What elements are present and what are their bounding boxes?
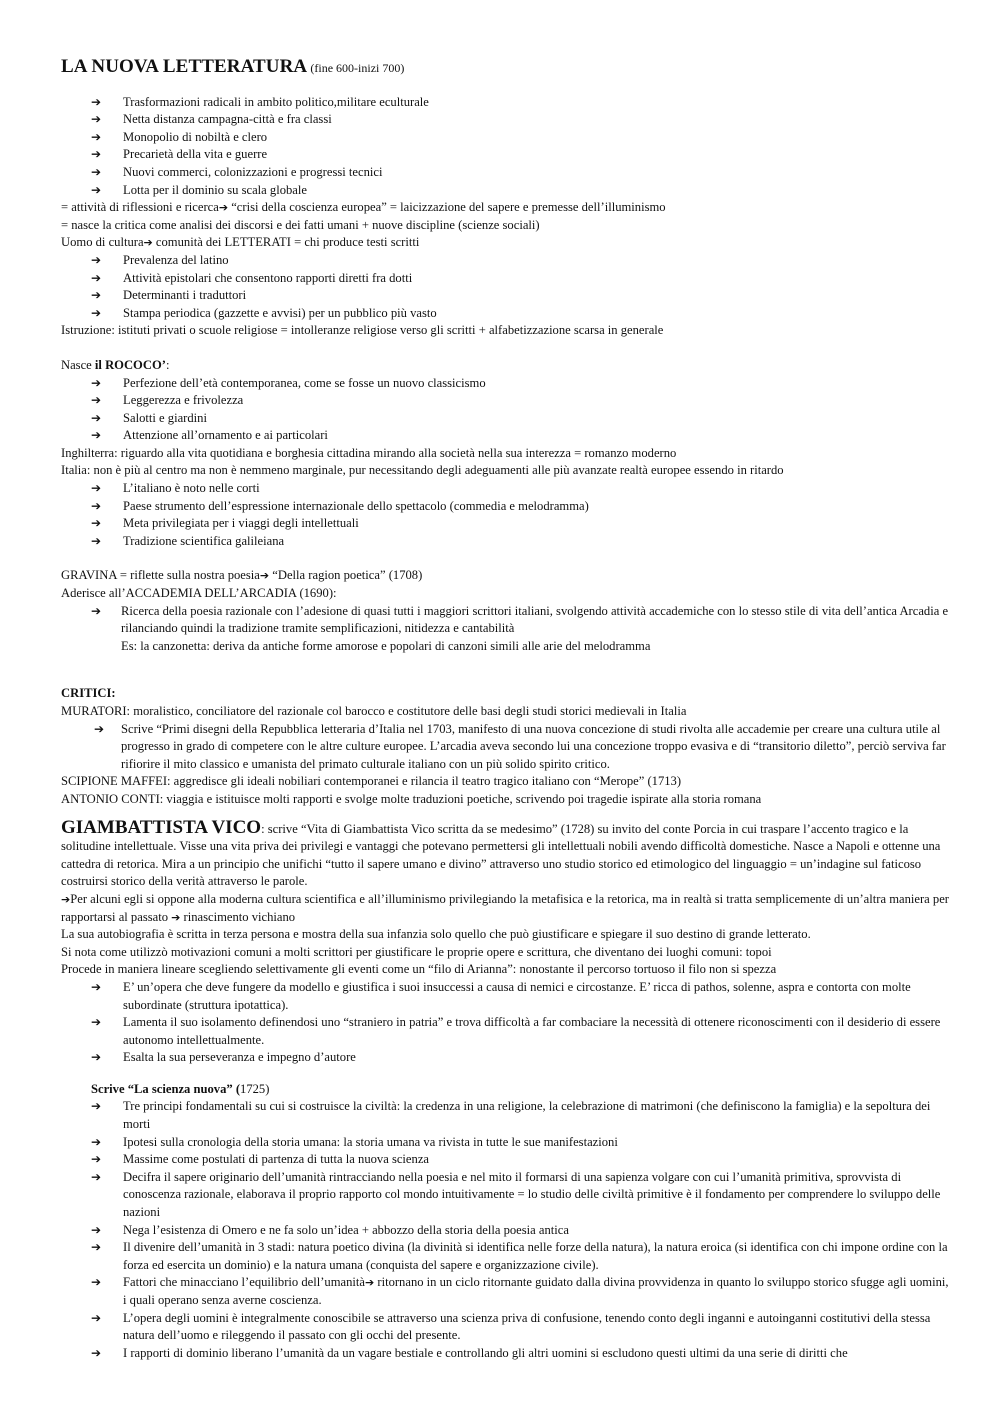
list-item: ➔ Lamenta il suo isolamento definendosi uno “straniero in patria” e trova difficoltà a far combaciare la necessità di ottenere riconoscimenti con il desiderio di essere autonomo intellettualmente. [91, 1015, 941, 1047]
document-page [61, 58, 951, 1362]
list-item: ➔ Scrive “Primi disegni della Repubblica letteraria d’Italia nel 1703, manifesto di una nuova concezione di studi rivolta alle accademie per creare una cultura utile al progresso in grado di competere con le altre culture europee. L’arcadia aveva secondo lui una concezione troppo evasiva e di “transitorio diletto”, perciò serviva far rifiorire il mito classico e umanista del primato culturale italiano con un più solido spirito critico. [94, 721, 946, 771]
list-item: ➔ Attività epistolari che consentono rapporti diretti fra dotti [61, 270, 951, 288]
arrow-icon: ➔ [94, 721, 105, 736]
arrow-icon: ➔ [91, 164, 102, 179]
list-item: ➔ Perfezione dell’età contemporanea, come se fosse un nuovo classicismo [61, 375, 951, 393]
text-line: Si nota come utilizzò motivazioni comuni a molti scrittori per giustificare le proprie opere e scrittura, che diventano dei luoghi comuni: topoi [61, 944, 772, 959]
conti-line: ANTONIO CONTI: viaggia e istituisce molti rapporti e svolge molte traduzioni poetiche, scrivendo poi tragedie ispirate alla storia romana [61, 791, 762, 806]
arrow-icon: ➔ [259, 569, 270, 583]
vico-name: GIAMBATTISTA VICO [61, 816, 262, 838]
arrow-icon: ➔ [91, 375, 102, 390]
list-item: ➔ Lotta per il dominio su scala globale [61, 182, 951, 200]
page-title: LA NUOVA LETTERATURA [61, 56, 308, 77]
list-item: ➔ L’opera degli uomini è integralmente conoscibile se attraverso una scienza priva di confusione, tenendo conto degli inganni e autoinganni costitutivi della stessa natura dell’uomo e rileggendo il passato con gli occhi del presente. [91, 1310, 931, 1343]
list-item: ➔ Ricerca della poesia razionale con l’adesione di quasi tutti i maggiori scrittori italiani, svolgendo attività accademiche con lo stesso stile di vita dell’antica Arcadia e rilanciando quindi la tradizione tramite semplificazioni, nitidezza e cantabilità [91, 603, 949, 636]
arrow-icon: ➔ [91, 516, 102, 531]
list-item: ➔ Tradizione scientifica galileiana [61, 533, 951, 551]
list-item: ➔ Precarietà della vita e guerre [61, 146, 951, 164]
arrow-icon: ➔ [91, 147, 102, 162]
rococo-list [61, 375, 951, 445]
list-item: ➔ Stampa periodica (gazzette e avvisi) per un pubblico più vasto [61, 305, 951, 323]
example-line: Es: la canzonetta: deriva da antiche forme amorose e popolari di canzoni simili alle arie del melodramma [121, 638, 651, 653]
vico-intro: GIAMBATTISTA VICO: scrive “Vita di Giambattista Vico scritta da se medesimo” (1728) su invito del conte Porcia in cui traspare l’accento tragico e la solitudine intellettuale. Visse una vita priva dei privilegi e vantaggi che potevano permettersi gli intellettuali nobili avendo difficoltà domestiche. Nasce a Napoli e ottenne una cattedra di retorica. Mira a un principio che unifichi “tutto il sapere umano e divino” attraverso uno studio storico ed etimologico del linguaggio = un’indagine sul faticoso costruirsi storico della verità attraverso le parole. [61, 816, 941, 889]
italia-list [61, 480, 951, 550]
list-item: ➔ Nega l’esistenza di Omero e ne fa solo un’idea + abbozzo della storia della poesia antica [61, 1222, 951, 1240]
arcadia-list [61, 603, 951, 638]
text-line: La sua autobiografia è scritta in terza persona e mostra della sua infanzia solo quello che può giustificare e spiegare il suo destino di grande letterato. [61, 927, 811, 942]
arrow-icon: ➔ [143, 236, 153, 250]
arrow-icon: ➔ [91, 428, 102, 443]
arrow-icon: ➔ [365, 1276, 375, 1290]
arrow-icon: ➔ [91, 252, 102, 267]
arrow-icon: ➔ [91, 1134, 102, 1149]
list-item: ➔ Nuovi commerci, colonizzazioni e progressi tecnici [61, 164, 951, 182]
list-item: ➔ Massime come postulati di partenza di tutta la nuova scienza [61, 1151, 951, 1169]
list-item: ➔ Trasformazioni radicali in ambito politico,militare eculturale [61, 94, 951, 112]
arrow-icon: ➔ [91, 410, 102, 425]
arrow-icon: ➔ [91, 1222, 102, 1237]
arrow-icon: ➔ [91, 1099, 102, 1114]
arrow-icon: ➔ [91, 129, 102, 144]
arrow-icon: ➔ [91, 1169, 102, 1184]
list-item: ➔ Il divenire dell’umanità in 3 stadi: natura poetico divina (la divinità si identifica nelle forze della natura), la natura eroica (si identifica con chi impone ordine con la forza ed esercita un dominio) e la natura umana (conquista del sapere e organizzazione civile). [91, 1240, 948, 1272]
scienza-list [61, 1098, 951, 1362]
arrow-icon: ➔ [91, 305, 102, 320]
vico-arrow-line: ➔Per alcuni egli si oppone alla moderna cultura scientifica e all’illuminismo privilegiando la metafisica e la retorica, ma in realtà si tratta semplicemente di un’altra maniera per rapportarsi al passato ➔ rinascimento vichiano [61, 891, 949, 924]
list-item: ➔ I rapporti di dominio liberano l’umanità da un vagare bestiale e controllando gli altri uomini si escludono questi ultimi da una serie di diritti che [61, 1345, 951, 1363]
arrow-icon: ➔ [91, 1152, 102, 1167]
page-subtitle: (fine 600-inizi 700) [310, 61, 405, 75]
critici-heading: CRITICI: [61, 686, 116, 701]
arcadia-line: Aderisce all’ACCADEMIA DELL’ARCADIA (1690): [61, 586, 337, 601]
rococo-heading: Nasce il ROCOCO’: [61, 357, 170, 372]
arrow-icon: ➔ [91, 288, 102, 303]
title-line [61, 58, 951, 78]
list-item: ➔ L’italiano è noto nelle corti [61, 480, 951, 498]
text-line: = nasce la critica come analisi dei discorsi e dei fatti umani + nuove discipline (scienze sociali) [61, 217, 540, 232]
maffei-line: SCIPIONE MAFFEI: aggredisce gli ideali nobiliari contemporanei e rilancia il teatro tragico italiano con “Merope” (1713) [61, 774, 682, 789]
list-item: ➔ Fattori che minacciano l’equilibrio dell’umanità➔ ritornano in un ciclo ritornante guidato dalla divina provvidenza in quanto lo sviluppo storico sfugge agli uomini, i quali operano senza averne coscienza. [91, 1275, 949, 1307]
list-item: ➔ Meta privilegiata per i viaggi degli intellettuali [61, 515, 951, 533]
list-item: ➔ Salotti e giardini [61, 410, 951, 428]
list-item: ➔ Attenzione all’ornamento e ai particolari [61, 427, 951, 445]
list-item: ➔ Tre principi fondamentali su cui si costruisce la civiltà: la credenza in una religione, la celebrazione di matrimoni (che definiscono la famiglia) e la sepoltura dei morti [91, 1099, 931, 1132]
arrow-icon: ➔ [91, 112, 102, 127]
list-item: ➔ Decifra il sapere originario dell’umanità rintracciando nella poesia e nel mito il formarsi di una sapienza volgare con cui l’umanità primitiva, sprovvista di conoscenza razionale, elaborava il proprio rapporto col mondo intuitivamente = lo studio delle civiltà primitive è il fondamento per comprendere lo sviluppo delle nazioni [91, 1169, 941, 1220]
arrow-icon: ➔ [91, 603, 102, 618]
arrow-icon: ➔ [91, 393, 102, 408]
arrow-icon: ➔ [91, 94, 102, 109]
arrow-icon: ➔ [91, 182, 102, 197]
vico-list [61, 979, 951, 1067]
muratori-line: MURATORI: moralistico, conciliatore del razionale col barocco e costitutore delle basi degli studi storici medievali in Italia [61, 704, 687, 718]
arrow-icon: ➔ [91, 1015, 102, 1030]
arrow-icon: ➔ [91, 481, 102, 496]
arrow-icon: ➔ [91, 1050, 102, 1065]
muratori-list [61, 721, 951, 774]
culture-list [61, 252, 951, 322]
istruzione-line: Istruzione: istituti privati o scuole religiose = intolleranze religiose verso gli scritti + alfabetizzazione scarsa in generale [61, 323, 664, 338]
arrow-icon: ➔ [91, 533, 102, 548]
scienza-heading: Scrive “La scienza nuova” (1725) [91, 1081, 270, 1096]
list-item: ➔ Esalta la sua perseveranza e impegno d’autore [61, 1049, 951, 1067]
inghilterra-line: Inghilterra: riguardo alla vita quotidiana e borghesia cittadina mirando alla società nella sua interezza = romanzo moderno [61, 445, 677, 460]
list-item: ➔ Paese strumento dell’espressione internazionale dello spettacolo (commedia e melodramma) [61, 498, 951, 516]
arrow-icon: ➔ [91, 979, 102, 994]
arrow-icon: ➔ [91, 498, 102, 513]
arrow-icon: ➔ [91, 1240, 102, 1255]
list-item: ➔ Determinanti i traduttori [61, 287, 951, 305]
list-item: ➔ Ipotesi sulla cronologia della storia umana: la storia umana va rivista in tutte le sue manifestazioni [61, 1134, 951, 1152]
arrow-icon: ➔ [91, 1275, 102, 1290]
list-item: ➔ E’ un’opera che deve fungere da modello e giustifica i suoi insuccessi a causa di nemici e circostanze. E’ ricca di pathos, solenne, aspra e contorta con molte subordinate (struttura ipotattica). [91, 979, 911, 1012]
arrow-icon: ➔ [61, 892, 71, 906]
arrow-icon: ➔ [91, 1310, 102, 1325]
list-item: ➔ Monopolio di nobiltà e clero [61, 129, 951, 147]
text-line: Procede in maniera lineare scegliendo selettivamente gli eventi come un “filo di Arianna”: nonostante il percorso tortuoso il filo non si spezza [61, 962, 777, 977]
list-item: ➔ Netta distanza campagna-città e fra classi [61, 111, 951, 129]
arrow-icon: ➔ [91, 1345, 102, 1360]
list-item: ➔ Leggerezza e frivolezza [61, 392, 951, 410]
text-line: = attività di riflessioni e ricerca➔ “crisi della coscienza europea” = laicizzazione del sapere e premesse dell’illuminismo [61, 200, 666, 215]
list-item: ➔ Prevalenza del latino [61, 252, 951, 270]
arrow-icon: ➔ [218, 201, 229, 215]
gravina-line: GRAVINA = riflette sulla nostra poesia➔ “Della ragion poetica” (1708) [61, 568, 423, 583]
text-line: Uomo di cultura➔ comunità dei LETTERATI = chi produce testi scritti [61, 235, 420, 250]
intro-list [61, 94, 951, 200]
arrow-icon: ➔ [91, 270, 102, 285]
arrow-icon: ➔ [171, 910, 181, 924]
italia-line: Italia: non è più al centro ma non è nemmeno marginale, pur necessitando degli adeguamenti alle più avanzate realtà europee essendo in ritardo [61, 463, 784, 478]
